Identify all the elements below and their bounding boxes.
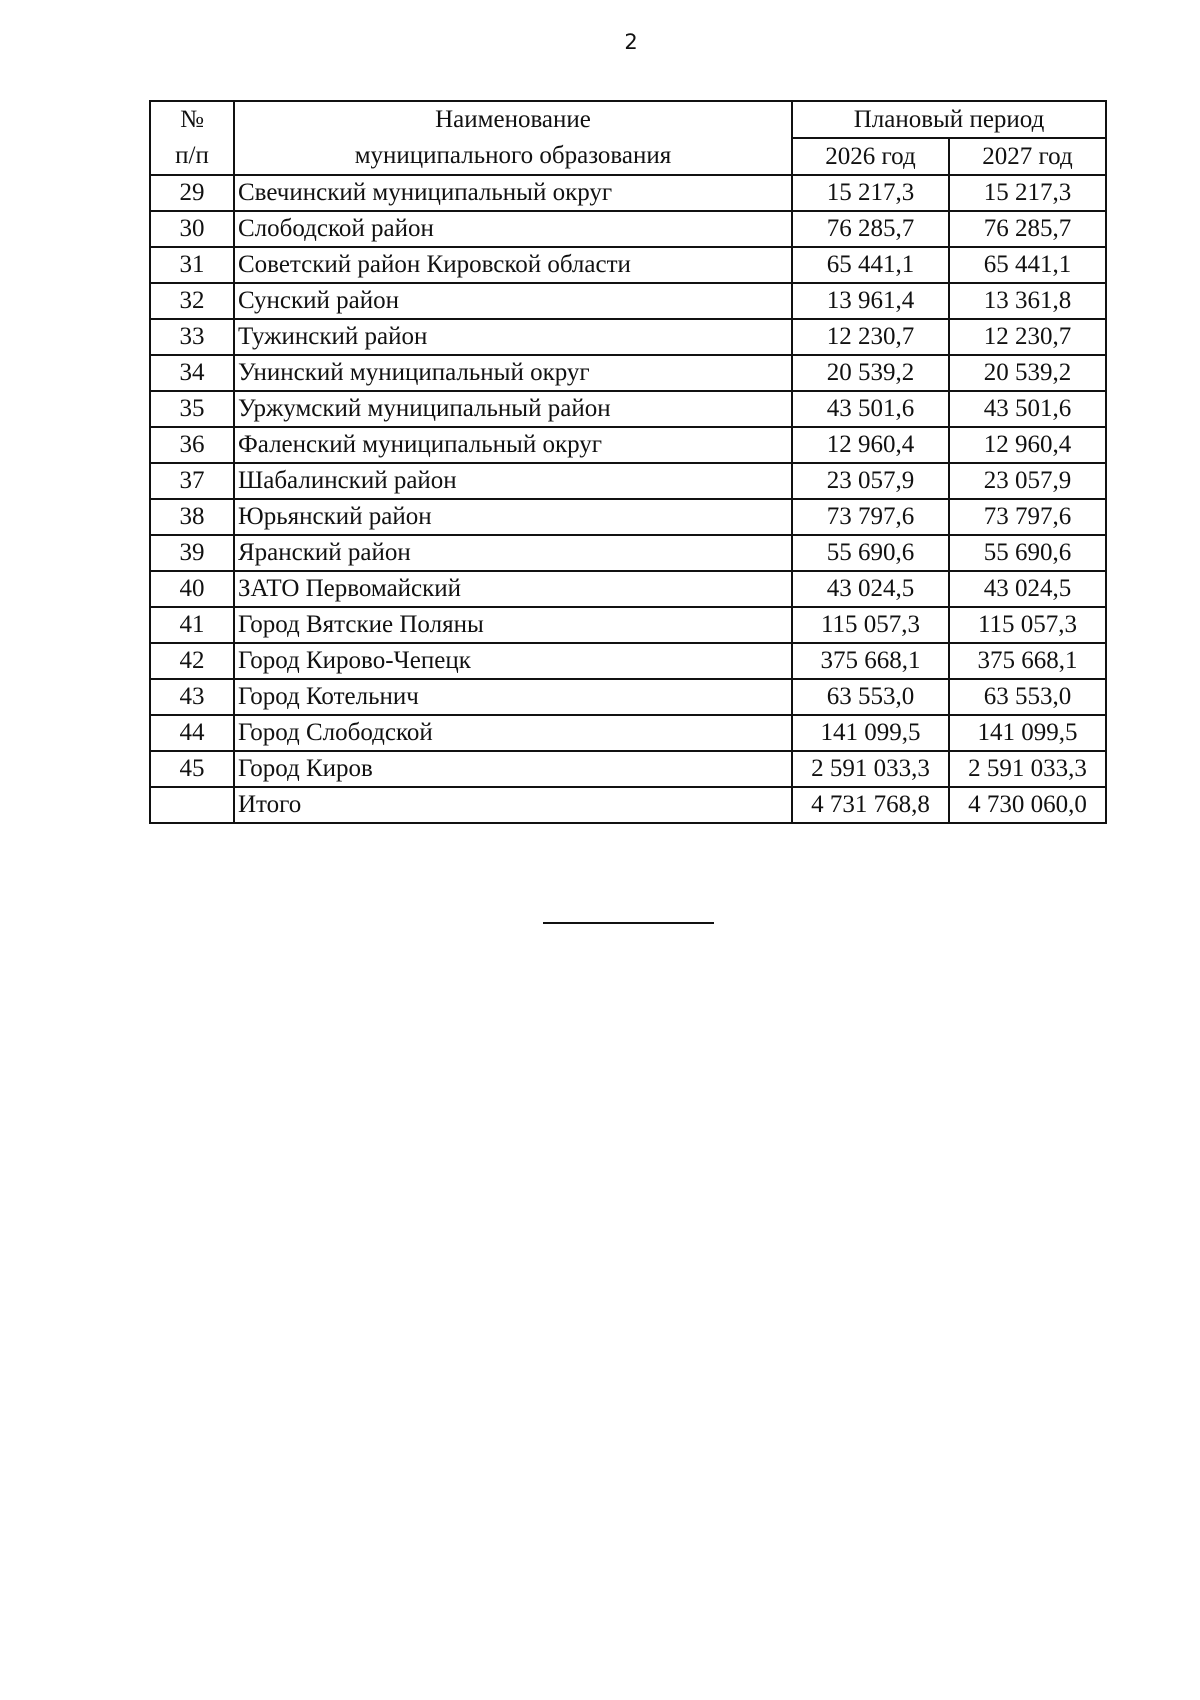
municipality-name: Итого (234, 787, 792, 823)
municipality-name: Город Кирово-Чепецк (234, 643, 792, 679)
row-number: 40 (150, 571, 234, 607)
table-row (150, 391, 1106, 427)
header-year-2026: 2026 год (792, 138, 949, 175)
row-number: 41 (150, 607, 234, 643)
municipality-name: Юрьянский район (234, 499, 792, 535)
value-2026: 55 690,6 (792, 535, 949, 571)
value-2026: 23 057,9 (792, 463, 949, 499)
table-row (150, 175, 1106, 211)
table-row (150, 751, 1106, 787)
table-body (150, 175, 1106, 823)
value-2027: 43 024,5 (949, 571, 1106, 607)
value-2026: 73 797,6 (792, 499, 949, 535)
table-row (150, 319, 1106, 355)
value-2026: 76 285,7 (792, 211, 949, 247)
value-2027: 13 361,8 (949, 283, 1106, 319)
row-number: 35 (150, 391, 234, 427)
table-row (150, 607, 1106, 643)
value-2026: 63 553,0 (792, 679, 949, 715)
page-number: 2 (624, 30, 638, 54)
header-number-symbol: № (180, 106, 204, 133)
header-name-line1: Наименование (435, 106, 591, 133)
value-2027: 23 057,9 (949, 463, 1106, 499)
row-number: 29 (150, 175, 234, 211)
row-number: 44 (150, 715, 234, 751)
row-number: 34 (150, 355, 234, 391)
value-2026: 43 024,5 (792, 571, 949, 607)
value-2027: 375 668,1 (949, 643, 1106, 679)
separator-line (543, 922, 714, 924)
value-2026: 15 217,3 (792, 175, 949, 211)
row-number: 45 (150, 751, 234, 787)
value-2026: 13 961,4 (792, 283, 949, 319)
value-2026: 43 501,6 (792, 391, 949, 427)
table-row (150, 247, 1106, 283)
value-2026: 20 539,2 (792, 355, 949, 391)
header-name-line2: муниципального образования (354, 142, 672, 169)
municipality-name: Фаленский муниципальный округ (234, 427, 792, 463)
row-number: 32 (150, 283, 234, 319)
row-number: 36 (150, 427, 234, 463)
row-number: 31 (150, 247, 234, 283)
value-2026: 115 057,3 (792, 607, 949, 643)
municipality-name: Советский район Кировской области (234, 247, 792, 283)
municipality-name: Город Киров (234, 751, 792, 787)
value-2026: 375 668,1 (792, 643, 949, 679)
value-2027: 76 285,7 (949, 211, 1106, 247)
budget-allocation-table (149, 100, 1107, 824)
municipality-name: Город Слободской (234, 715, 792, 751)
row-number: 38 (150, 499, 234, 535)
municipality-name: Город Котельнич (234, 679, 792, 715)
header-number-abbrev: п/п (175, 142, 209, 169)
table-row (150, 427, 1106, 463)
table-row (150, 571, 1106, 607)
table-row (150, 355, 1106, 391)
value-2026: 2 591 033,3 (792, 751, 949, 787)
row-number: 43 (150, 679, 234, 715)
value-2027: 4 730 060,0 (949, 787, 1106, 823)
row-number: 37 (150, 463, 234, 499)
municipality-name: Шабалинский район (234, 463, 792, 499)
value-2026: 65 441,1 (792, 247, 949, 283)
value-2027: 15 217,3 (949, 175, 1106, 211)
table-row (150, 463, 1106, 499)
value-2027: 65 441,1 (949, 247, 1106, 283)
table-row (150, 535, 1106, 571)
table-row (150, 643, 1106, 679)
table-row (150, 499, 1106, 535)
municipality-name: Яранский район (234, 535, 792, 571)
value-2027: 12 230,7 (949, 319, 1106, 355)
municipality-name: Тужинский район (234, 319, 792, 355)
table-row (150, 715, 1106, 751)
value-2027: 55 690,6 (949, 535, 1106, 571)
value-2026: 4 731 768,8 (792, 787, 949, 823)
value-2027: 2 591 033,3 (949, 751, 1106, 787)
value-2026: 141 099,5 (792, 715, 949, 751)
total-row (150, 787, 1106, 823)
municipality-name: Город Вятские Поляны (234, 607, 792, 643)
row-number: 30 (150, 211, 234, 247)
value-2027: 20 539,2 (949, 355, 1106, 391)
value-2027: 63 553,0 (949, 679, 1106, 715)
header-planning-period: Плановый период (792, 101, 1106, 138)
municipality-name: ЗАТО Первомайский (234, 571, 792, 607)
table-row (150, 211, 1106, 247)
header-name-cell (234, 101, 792, 175)
value-2026: 12 960,4 (792, 427, 949, 463)
table-row (150, 679, 1106, 715)
table-row (150, 283, 1106, 319)
header-number-cell (150, 101, 234, 175)
row-number: 39 (150, 535, 234, 571)
value-2026: 12 230,7 (792, 319, 949, 355)
value-2027: 12 960,4 (949, 427, 1106, 463)
row-number: 33 (150, 319, 234, 355)
value-2027: 43 501,6 (949, 391, 1106, 427)
municipality-name: Свечинский муниципальный округ (234, 175, 792, 211)
row-number (150, 787, 234, 823)
municipality-name: Сунский район (234, 283, 792, 319)
value-2027: 115 057,3 (949, 607, 1106, 643)
municipality-name: Слободской район (234, 211, 792, 247)
row-number: 42 (150, 643, 234, 679)
value-2027: 141 099,5 (949, 715, 1106, 751)
value-2027: 73 797,6 (949, 499, 1106, 535)
header-year-2027: 2027 год (949, 138, 1106, 175)
municipality-name: Унинский муниципальный округ (234, 355, 792, 391)
municipality-name: Уржумский муниципальный район (234, 391, 792, 427)
